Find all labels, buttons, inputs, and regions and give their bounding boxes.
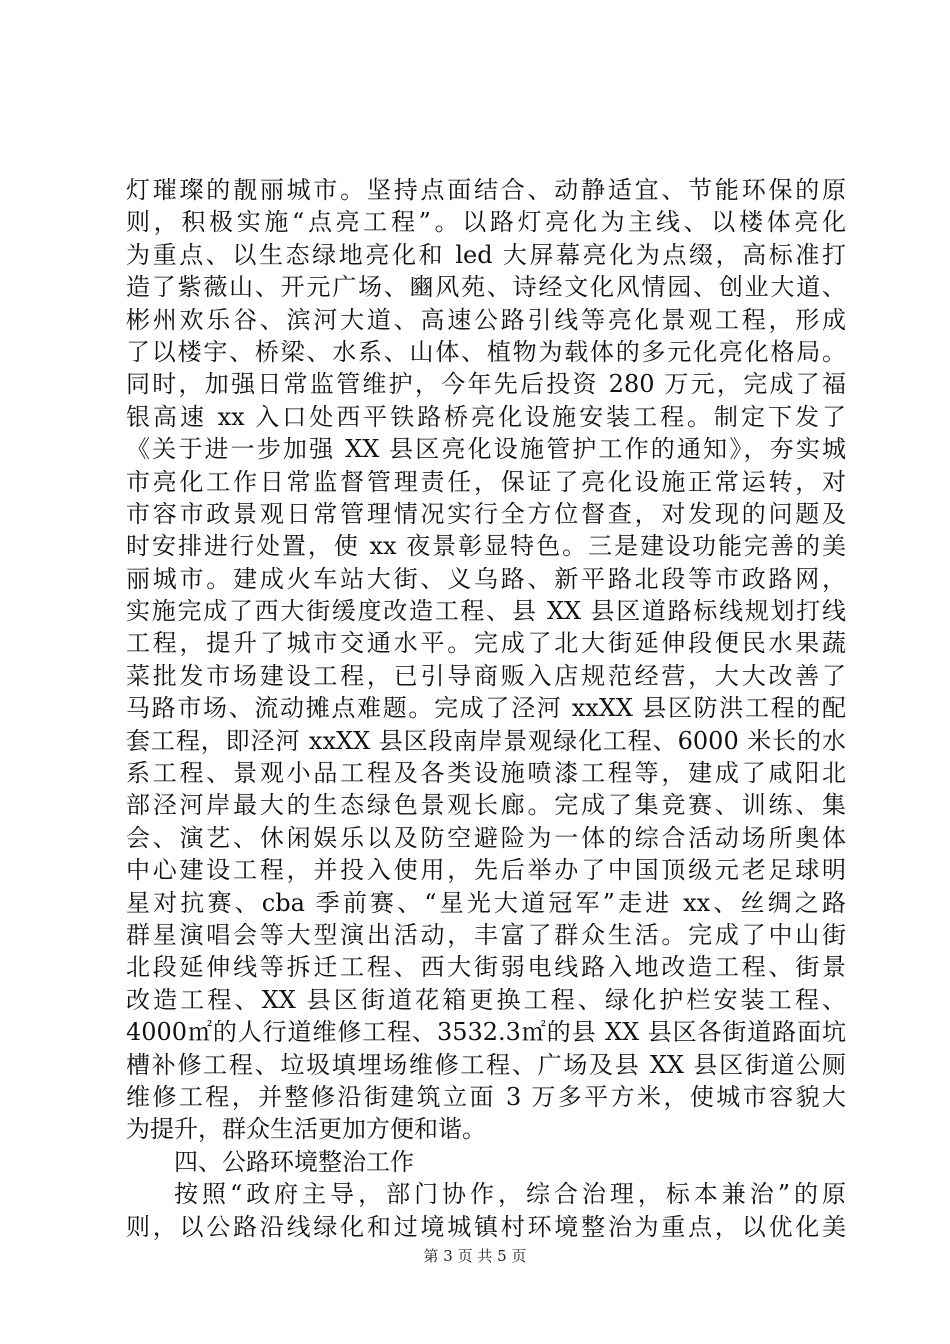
body-text <box>126 174 846 1243</box>
text-line: 银高速 xx 入口处西平铁路桥亮化设施安装工程。制定下发了 <box>126 402 846 431</box>
text-line: 会、演艺、休闲娱乐以及防空避险为一体的综合活动场所奥体 <box>126 823 846 852</box>
page-footer <box>0 1246 950 1266</box>
text-line: 了以楼宇、桥梁、水系、山体、植物为载体的多元化亮化格局。 <box>126 337 846 366</box>
text-line: 为提升，群众生活更加方便和谐。 <box>126 1115 486 1144</box>
text-line: 群星演唱会等大型演出活动，丰富了群众生活。完成了中山街 <box>126 920 846 949</box>
text-line: 彬州欢乐谷、滨河大道、高速公路引线等亮化景观工程，形成 <box>126 305 846 334</box>
text-line: 丽城市。建成火车站大街、义乌路、新平路北段等市政路网， <box>126 564 846 593</box>
text-line: 则，积极实施“点亮工程”。以路灯亮化为主线、以楼体亮化 <box>126 208 846 237</box>
text-line: 马路市场、流动摊点难题。完成了泾河 xxXX 县区防洪工程的配 <box>126 694 846 723</box>
text-line: 4000㎡的人行道维修工程、3532.3㎡的县 XX 县区各街道路面坑 <box>126 1018 846 1047</box>
text-line: 同时，加强日常监管维护，今年先后投资 280 万元，完成了福 <box>126 370 846 399</box>
text-line: 造了紫薇山、开元广场、豳风苑、诗经文化风情园、创业大道、 <box>126 273 846 302</box>
text-line: 实施完成了西大街缓度改造工程、县 XX 县区道路标线规划打线 <box>126 597 846 626</box>
text-line: 槽补修工程、垃圾填埋场维修工程、广场及县 XX 县区街道公厕 <box>126 1050 846 1079</box>
text-line: 维修工程，并整修沿街建筑立面 3 万多平方米，使城市容貌大 <box>126 1082 846 1111</box>
page-number: 第 3 页 共 5 页 <box>423 1247 527 1265</box>
text-line: 时安排进行处置，使 xx 夜景彰显特色。三是建设功能完善的美 <box>126 532 846 561</box>
text-line: 《关于进一步加强 XX 县区亮化设施管护工作的通知》，夯实城 <box>126 435 846 464</box>
text-line: 套工程，即泾河 xxXX 县区段南岸景观绿化工程、6000 米长的水 <box>126 726 846 755</box>
paragraph-first-line: 按照“政府主导，部门协作，综合治理，标本兼治”的原 <box>174 1180 846 1209</box>
text-line: 灯璀璨的靓丽城市。坚持点面结合、动静适宜、节能环保的原 <box>126 176 846 204</box>
text-line: 中心建设工程，并投入使用，先后举办了中国顶级元老足球明 <box>126 856 846 885</box>
text-line: 部泾河岸最大的生态绿色景观长廊。完成了集竞赛、训练、集 <box>126 791 846 820</box>
text-line: 星对抗赛、cba 季前赛、“星光大道冠军”走进 xx、丝绸之路 <box>126 888 846 917</box>
text-line: 市亮化工作日常监督管理责任，保证了亮化设施正常运转，对 <box>126 467 846 496</box>
text-line: 系工程、景观小品工程及各类设施喷漆工程等，建成了咸阳北 <box>126 759 846 788</box>
text-line: 则，以公路沿线绿化和过境城镇村环境整治为重点，以优化美 <box>126 1212 846 1241</box>
text-line: 市容市政景观日常管理情况实行全方位督查，对发现的问题及 <box>126 499 846 528</box>
text-line: 改造工程、XX 县区街道花箱更换工程、绿化护栏安装工程、 <box>126 985 846 1014</box>
section-heading: 四、公路环境整治工作 <box>174 1147 414 1176</box>
text-line: 为重点、以生态绿地亮化和 led 大屏幕亮化为点缀，高标准打 <box>126 240 846 269</box>
text-line: 北段延伸线等拆迁工程、西大街弱电线路入地改造工程、街景 <box>126 953 846 982</box>
text-line: 菜批发市场建设工程，已引导商贩入店规范经营，大大改善了 <box>126 661 846 690</box>
text-line: 工程，提升了城市交通水平。完成了北大街延伸段便民水果蔬 <box>126 629 846 658</box>
